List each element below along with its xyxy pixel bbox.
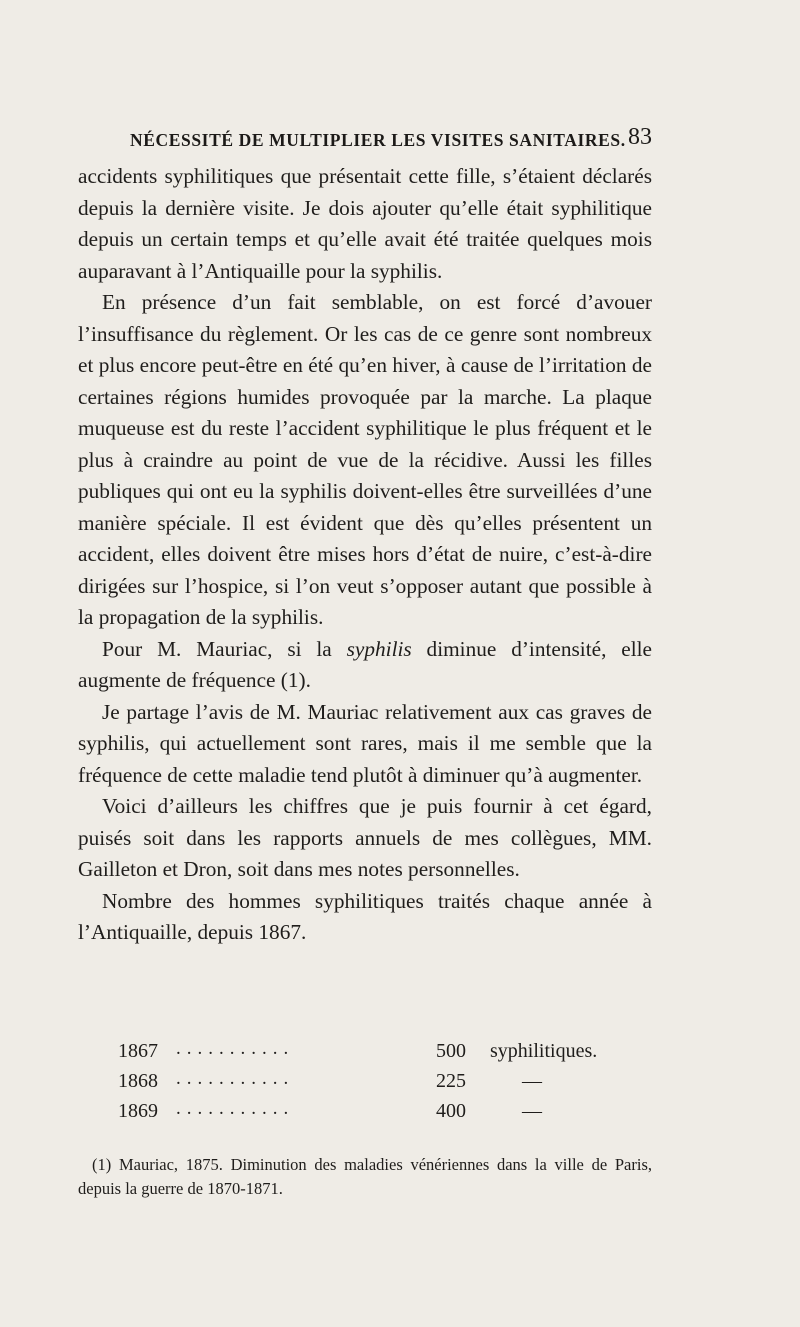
running-head: NÉCESSITÉ DE MULTIPLIER LES VISITES SANITAIRES. xyxy=(130,130,626,150)
count: 225 xyxy=(436,1070,466,1092)
count: 500 xyxy=(436,1040,466,1062)
year: 1869 xyxy=(118,1100,158,1122)
year: 1867 xyxy=(118,1040,158,1062)
statistics-row xyxy=(118,1096,618,1126)
leader-dots: ........... xyxy=(176,1068,295,1089)
unit-label: syphilitiques. xyxy=(490,1040,598,1062)
footnote-text: (1) Mauriac, 1875. Diminution des maladies vénériennes dans la ville de Paris, depuis la guerre de 1870-1871. xyxy=(78,1155,652,1198)
paragraph xyxy=(78,634,652,697)
paragraph-text: Pour M. Mauriac, si la xyxy=(102,636,347,661)
footnote xyxy=(78,1153,652,1201)
statistics-list xyxy=(118,1036,618,1126)
paragraph: En présence d’un fait semblable, on est forcé d’avouer l’insuffisance du règlement. Or les cas de ce genre sont nombreux et plus encore peut-être en été qu’en hiver, à cause de l’irritation de certaines régions humides provoquée par la marche. La plaque muqueuse est du reste l’accident syphilitique le plus fréquent et le plus à craindre au point de vue de la récidive. Aussi les filles publiques qui ont eu la syphilis doivent-elles être surveillées d’une manière spéciale. Il est évident que dès qu’elles présentent un accident, elles doivent être mises hors d’état de nuire, c’est-à-dire dirigées sur l’hospice, si l’on veut s’opposer autant que possible à la propagation de la syphilis. xyxy=(78,290,652,629)
italic-term: syphilis xyxy=(346,636,412,661)
leader-dots: ........... xyxy=(176,1098,295,1119)
statistics-row xyxy=(118,1066,618,1096)
paragraph: accidents syphilitiques que présentait cette fille, s’étaient déclarés depuis la dernière visite. Je dois ajouter qu’elle était syphilitique depuis un certain temps et qu’elle avait été traitée quelques mois auparavant à l’Antiquaille pour la syphilis. xyxy=(78,164,652,283)
body-text xyxy=(78,161,652,949)
paragraph: Je partage l’avis de M. Mauriac relativement aux cas graves de syphilis, qui actuellement sont rares, mais il me semble que la fréquence de cette maladie tend plutôt à diminuer qu’à augmenter. xyxy=(78,699,652,787)
paragraph: Nombre des hommes syphilitiques traités chaque année à l’Antiquaille, depuis 1867. xyxy=(78,888,652,944)
page-number: 83 xyxy=(628,124,652,150)
ditto-dash: — xyxy=(522,1100,542,1122)
paragraph: Voici d’ailleurs les chiffres que je puis fournir à cet égard, puisés soit dans les rapports annuels de mes collègues, MM. Gailleton et Dron, soit dans mes notes personnelles. xyxy=(78,794,652,881)
ditto-dash: — xyxy=(522,1070,542,1092)
statistics-row xyxy=(118,1036,618,1066)
leader-dots: ........... xyxy=(176,1038,295,1059)
page-header xyxy=(80,126,652,156)
year: 1868 xyxy=(118,1070,158,1092)
count: 400 xyxy=(436,1100,466,1122)
paragraph-text: diminue d’intensité, elle augmente de fréquence (1). xyxy=(78,636,653,692)
